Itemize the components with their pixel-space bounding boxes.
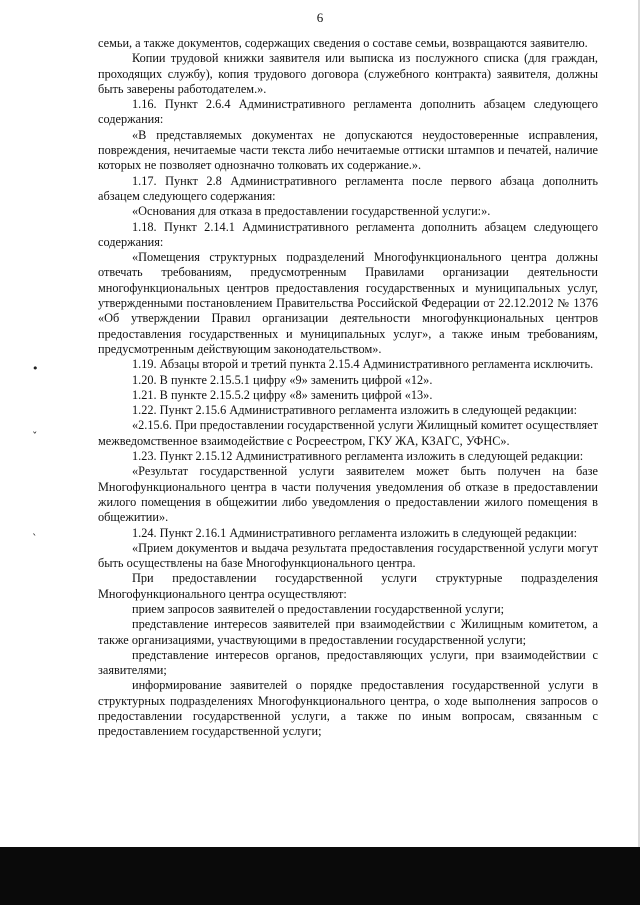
paragraph: 1.16. Пункт 2.6.4 Административного регламента дополнить абзацем следующего содержания: bbox=[98, 97, 598, 127]
paragraph: представление интересов органов, предоставляющих услуги, при взаимодействии с заявителями; bbox=[98, 647, 598, 678]
paragraph: 1.22. Пункт 2.15.6 Административного регламента изложить в следующей редакции: bbox=[132, 403, 578, 418]
paragraph: 1.24. Пункт 2.16.1 Административного регламента изложить в следующей редакции: bbox=[132, 525, 578, 540]
paragraph: 1.17. Пункт 2.8 Административного регламента после первого абзаца дополнить абзацем следующего содержания: bbox=[98, 173, 598, 203]
paragraph: представление интересов заявителей при взаимодействии с Жилищным комитетом, а также организациями, участвующими в предоставлении государственной услуги; bbox=[98, 617, 598, 647]
paragraph: прием запросов заявителей о предоставлении государственной услуги; bbox=[132, 601, 504, 616]
paragraph: 1.20. В пункте 2.15.5.1 цифру «9» заменить цифрой «12». bbox=[132, 372, 433, 387]
paragraph: Копии трудовой книжки заявителя или выписка из послужного списка (для граждан, проходящих службу), копия трудового договора (служебного контракта) заявителя, должны быть заверены работодателем.». bbox=[98, 51, 598, 96]
paragraph: «Помещения структурных подразделений Многофункционального центра должны отвечать требованиям, предусмотренным Правилами организации деятельности многофункциональных центров предоставления государственных и муниципальных услуг, утвержденными постановлением Правительства Российской Федерации от 22.12.2012 № 1376 «Об утверждении Правил организации деятельности многофункциональных центров предоставления государственных и муниципальных услуг», а также иным требованиям, предусмотренным действующим законодательством». bbox=[98, 250, 598, 356]
paragraph: семьи, а также документов, содержащих сведения о составе семьи, возвращаются заявителю. bbox=[98, 36, 588, 50]
paragraph: 1.19. Абзацы второй и третий пункта 2.15.4 Административного регламента исключить. bbox=[132, 357, 594, 372]
paragraph: 1.21. В пункте 2.15.5.2 цифру «8» заменить цифрой «13». bbox=[132, 387, 433, 402]
paragraph: 1.18. Пункт 2.14.1 Административного регламента дополнить абзацем следующего содержания: bbox=[98, 219, 598, 249]
paragraph: «Результат государственной услуги заявителем может быть получен на базе Многофункционального центра в части получения уведомления об отказе в предоставлении жилого помещения в общежитии либо уведомления о предоставлении жилого помещения в общежитии». bbox=[98, 464, 598, 525]
paragraph: «Основания для отказа в предоставлении государственной услуги:». bbox=[132, 204, 491, 219]
scan-mark: ˇ bbox=[32, 430, 38, 443]
paragraph: «В представляемых документах не допускаются неудостоверенные исправления, повреждения, нечитаемые части текста либо нечитаемые оттиски штампов и печатей, наличие которых не позволяет однозначно толковать их содержание.». bbox=[98, 127, 598, 173]
document-body bbox=[98, 36, 598, 740]
paragraph: 1.23. Пункт 2.15.12 Административного регламента изложить в следующей редакции: bbox=[132, 449, 584, 464]
paragraph: «2.15.6. При предоставлении государственной услуги Жилищный комитет осуществляет межведомственное взаимодействие с Росреестром, ГКУ ЖА, КЗАГС, УФНС». bbox=[98, 418, 598, 448]
page-number: 6 bbox=[316, 10, 324, 25]
scan-mark: • bbox=[32, 362, 39, 375]
paragraph: «Прием документов и выдача результата предоставления государственной услуги могут быть осуществлены на базе Многофункционального центра. bbox=[98, 540, 598, 571]
scan-mark: ˋ bbox=[32, 532, 38, 545]
paragraph: информирование заявителей о порядке предоставления государственной услуги в структурных подразделениях Многофункционального центра, о ходе выполнения запросов о предоставлении государственной услуги, а также по иным вопросам, связанным с предоставлением государственной услуги; bbox=[98, 678, 598, 739]
paragraph: При предоставлении государственной услуги структурные подразделения Многофункционального центра осуществляют: bbox=[98, 571, 598, 601]
scan-bottom-band bbox=[0, 847, 640, 905]
